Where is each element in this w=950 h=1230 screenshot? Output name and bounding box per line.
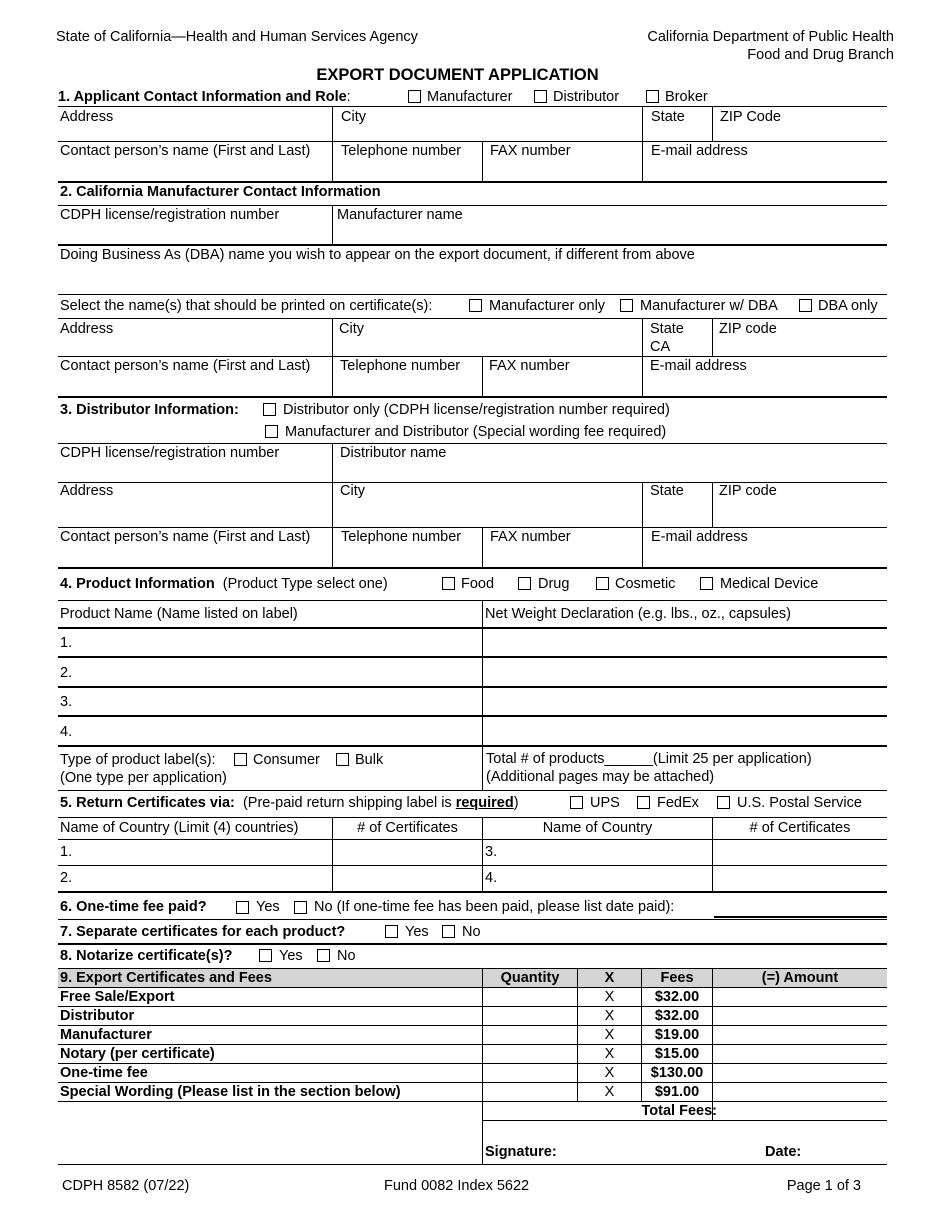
product-row-4: 4. (60, 724, 73, 740)
fee-paid-no-checkbox[interactable] (294, 901, 307, 914)
s3-contact-label: Contact person’s name (First and Last) (60, 529, 311, 545)
net-weight-column-header: Net Weight Declaration (e.g. lbs., oz., capsules) (485, 606, 791, 622)
section9-heading: 9. Export Certificates and Fees (60, 970, 272, 986)
cosmetic-label: Cosmetic (615, 576, 676, 592)
separate-certs-yes-checkbox[interactable] (385, 925, 398, 938)
divider (332, 106, 333, 181)
divider (58, 715, 887, 717)
separate-certs-no-label: No (462, 924, 481, 940)
multiply-column-header: X (604, 970, 615, 986)
medical-device-checkbox[interactable] (700, 577, 713, 590)
usps-label: U.S. Postal Service (737, 795, 862, 811)
section1-heading: 1. Applicant Contact Information and Role: (58, 89, 351, 105)
divider (58, 790, 887, 791)
medical-device-label: Medical Device (720, 576, 819, 592)
fees-column-header: Fees (660, 970, 694, 986)
divider (332, 318, 333, 396)
s2-email-label: E-mail address (650, 358, 747, 374)
country-row-3: 3. (485, 844, 498, 860)
s3-zip-label: ZIP code (719, 483, 777, 499)
divider (58, 627, 887, 629)
manufacturer-and-distributor-checkbox[interactable] (265, 425, 278, 438)
s3-telephone-label: Telephone number (341, 529, 462, 545)
divider (58, 1082, 887, 1083)
divider (58, 1101, 887, 1102)
dba-only-label: DBA only (818, 298, 878, 314)
bulk-label: Bulk (355, 752, 384, 768)
quantity-column-header: Quantity (500, 970, 560, 986)
country-limit-column-header: Name of Country (Limit (4) countries) (60, 820, 299, 836)
ups-label: UPS (590, 795, 620, 811)
fee-row-name: One-time fee (60, 1065, 148, 1081)
fund-index: Fund 0082 Index 5622 (384, 1178, 530, 1194)
distributor-only-checkbox[interactable] (263, 403, 276, 416)
fee-row-x: X (604, 989, 615, 1005)
divider (332, 205, 333, 244)
s2-telephone-label: Telephone number (340, 358, 461, 374)
total-products-label: Total # of products______(Limit 25 per application) (486, 751, 812, 767)
section8-heading: 8. Notarize certificate(s)? (60, 948, 233, 964)
s2-dba-label: Doing Business As (DBA) name you wish to appear on the export document, if different from above (60, 247, 695, 263)
section5-heading: 5. Return Certificates via: (Pre-paid return shipping label is required) (60, 795, 519, 811)
section-divider (58, 891, 887, 893)
role-distributor-label: Distributor (553, 89, 620, 105)
divider (712, 968, 713, 1120)
divider (482, 356, 483, 396)
divider (58, 865, 887, 866)
s3-license-label: CDPH license/registration number (60, 445, 280, 461)
dba-only-checkbox[interactable] (799, 299, 812, 312)
fee-row-x: X (604, 1008, 615, 1024)
fee-paid-yes-checkbox[interactable] (236, 901, 249, 914)
consumer-label: Consumer (253, 752, 320, 768)
bulk-checkbox[interactable] (336, 753, 349, 766)
s1-telephone-label: Telephone number (341, 143, 462, 159)
fee-paid-no-label: No (If one-time fee has been paid, please list date paid): (314, 899, 675, 915)
fedex-label: FedEx (657, 795, 699, 811)
manufacturer-and-distributor-label: Manufacturer and Distributor (Special wording fee required) (285, 424, 667, 440)
food-checkbox[interactable] (442, 577, 455, 590)
divider (58, 943, 887, 945)
cosmetic-checkbox[interactable] (596, 577, 609, 590)
divider (58, 817, 887, 818)
divider (482, 527, 483, 567)
section7-heading: 7. Separate certificates for each product? (60, 924, 346, 940)
fee-row-fee: $15.00 (654, 1046, 700, 1062)
notarize-no-label: No (337, 948, 356, 964)
section6-heading: 6. One-time fee paid? (60, 899, 207, 915)
notarize-no-checkbox[interactable] (317, 949, 330, 962)
s1-address-label: Address (60, 109, 114, 125)
product-row-2: 2. (60, 665, 73, 681)
consumer-checkbox[interactable] (234, 753, 247, 766)
divider (712, 817, 713, 891)
divider (642, 106, 643, 181)
divider (58, 205, 887, 206)
fee-row-fee: $130.00 (650, 1065, 704, 1081)
divider (482, 968, 483, 1164)
s1-city-label: City (341, 109, 366, 125)
role-broker-label: Broker (665, 89, 708, 105)
s2-fax-label: FAX number (489, 358, 570, 374)
divider (58, 244, 887, 246)
divider (58, 1006, 887, 1007)
divider (58, 141, 887, 142)
s2-city-label: City (339, 321, 364, 337)
country-column-header: Name of Country (542, 820, 653, 836)
s2-manufacturer-name-label: Manufacturer name (337, 207, 463, 223)
product-row-1: 1. (60, 635, 73, 651)
role-broker-checkbox[interactable] (646, 90, 659, 103)
drug-label: Drug (538, 576, 570, 592)
divider (58, 686, 887, 688)
divider (482, 141, 483, 181)
date-paid-field-line[interactable] (714, 916, 887, 918)
fee-row-fee: $19.00 (654, 1027, 700, 1043)
fee-row-x: X (604, 1046, 615, 1062)
divider (482, 1120, 887, 1121)
s2-state-value: CA (650, 339, 671, 355)
label-type-label: Type of product label(s): (60, 752, 216, 768)
notarize-yes-checkbox[interactable] (259, 949, 272, 962)
divider (712, 482, 713, 527)
branch-name: Food and Drug Branch (747, 47, 894, 63)
divider (58, 839, 887, 840)
date-label: Date: (765, 1144, 802, 1160)
divider (712, 318, 713, 356)
product-row-3: 3. (60, 694, 73, 710)
divider (332, 443, 333, 567)
fee-row-fee: $91.00 (654, 1084, 700, 1100)
divider (577, 968, 578, 1101)
fee-row-fee: $32.00 (654, 989, 700, 1005)
food-label: Food (461, 576, 495, 592)
divider (58, 294, 887, 295)
fee-row-name: Free Sale/Export (60, 989, 175, 1005)
s1-fax-label: FAX number (490, 143, 571, 159)
manufacturer-only-checkbox[interactable] (469, 299, 482, 312)
fee-row-x: X (604, 1027, 615, 1043)
fee-row-x: X (604, 1084, 615, 1100)
s3-distributor-name-label: Distributor name (340, 445, 447, 461)
manufacturer-only-label: Manufacturer only (489, 298, 606, 314)
divider (712, 106, 713, 141)
s2-state-label: State (650, 321, 684, 337)
divider (642, 318, 643, 396)
additional-pages-note: (Additional pages may be attached) (486, 769, 715, 785)
fedex-checkbox[interactable] (637, 796, 650, 809)
divider (58, 987, 887, 988)
s3-city-label: City (340, 483, 365, 499)
s2-contact-label: Contact person’s name (First and Last) (60, 358, 311, 374)
divider (58, 1044, 887, 1045)
section-divider (58, 567, 887, 569)
divider (641, 968, 642, 1101)
manufacturer-dba-label: Manufacturer w/ DBA (640, 298, 778, 314)
divider (58, 356, 887, 357)
section3-heading: 3. Distributor Information: (60, 402, 239, 418)
section-divider (58, 181, 887, 183)
divider (58, 919, 887, 920)
divider (58, 1164, 887, 1165)
s3-email-label: E-mail address (651, 529, 748, 545)
divider (58, 527, 887, 528)
fee-row-fee: $32.00 (654, 1008, 700, 1024)
country-row-1: 1. (60, 844, 73, 860)
divider (58, 600, 887, 601)
country-row-2: 2. (60, 870, 73, 886)
divider (482, 600, 483, 790)
fee-paid-yes-label: Yes (256, 899, 280, 915)
usps-checkbox[interactable] (717, 796, 730, 809)
divider (58, 968, 887, 969)
s2-zip-label: ZIP code (719, 321, 777, 337)
divider (58, 745, 887, 747)
section2-heading: 2. California Manufacturer Contact Information (60, 184, 381, 200)
signature-label: Signature: (485, 1144, 557, 1160)
fee-row-name: Manufacturer (60, 1027, 152, 1043)
s1-zip-label: ZIP Code (720, 109, 781, 125)
divider (642, 482, 643, 567)
form-id: CDPH 8582 (07/22) (62, 1178, 190, 1194)
divider (482, 817, 483, 891)
divider (58, 106, 887, 107)
total-fees-label: Total Fees: (641, 1103, 717, 1119)
notarize-yes-label: Yes (279, 948, 303, 964)
drug-checkbox[interactable] (518, 577, 531, 590)
s2-license-label: CDPH license/registration number (60, 207, 280, 223)
divider (58, 1063, 887, 1064)
s3-state-label: State (650, 483, 684, 499)
country-row-4: 4. (485, 870, 498, 886)
s2-select-names-label: Select the name(s) that should be printed on certificate(s): (60, 298, 433, 314)
department-name: California Department of Public Health (647, 29, 894, 45)
distributor-only-label: Distributor only (CDPH license/registration number required) (283, 402, 670, 418)
amount-column-header: (=) Amount (761, 970, 839, 986)
s3-fax-label: FAX number (490, 529, 571, 545)
separate-certs-yes-label: Yes (405, 924, 429, 940)
label-type-note: (One type per application) (60, 770, 227, 786)
page-number: Page 1 of 3 (786, 1178, 861, 1194)
certificates-column-header-2: # of Certificates (749, 820, 851, 836)
product-name-column-header: Product Name (Name listed on label) (60, 606, 298, 622)
section4-heading: 4. Product Information (Product Type select one) (60, 576, 388, 592)
form-title: EXPORT DOCUMENT APPLICATION (316, 66, 599, 84)
ups-checkbox[interactable] (570, 796, 583, 809)
s1-contact-label: Contact person’s name (First and Last) (60, 143, 311, 159)
fee-row-name: Distributor (60, 1008, 135, 1024)
s3-address-label: Address (60, 483, 114, 499)
fee-row-name: Notary (per certificate) (60, 1046, 215, 1062)
role-manufacturer-checkbox[interactable] (408, 90, 421, 103)
divider (58, 443, 887, 444)
manufacturer-dba-checkbox[interactable] (620, 299, 633, 312)
s2-address-label: Address (60, 321, 114, 337)
divider (332, 817, 333, 891)
s1-email-label: E-mail address (651, 143, 748, 159)
role-distributor-checkbox[interactable] (534, 90, 547, 103)
fee-row-x: X (604, 1065, 615, 1081)
certificates-column-header: # of Certificates (357, 820, 458, 836)
fee-row-name: Special Wording (Please list in the section below) (60, 1084, 401, 1100)
agency-name: State of California—Health and Human Services Agency (56, 29, 418, 45)
s1-state-label: State (651, 109, 685, 125)
section-divider (58, 396, 887, 398)
separate-certs-no-checkbox[interactable] (442, 925, 455, 938)
role-manufacturer-label: Manufacturer (427, 89, 513, 105)
divider (58, 318, 887, 319)
divider (58, 656, 887, 658)
divider (58, 1025, 887, 1026)
